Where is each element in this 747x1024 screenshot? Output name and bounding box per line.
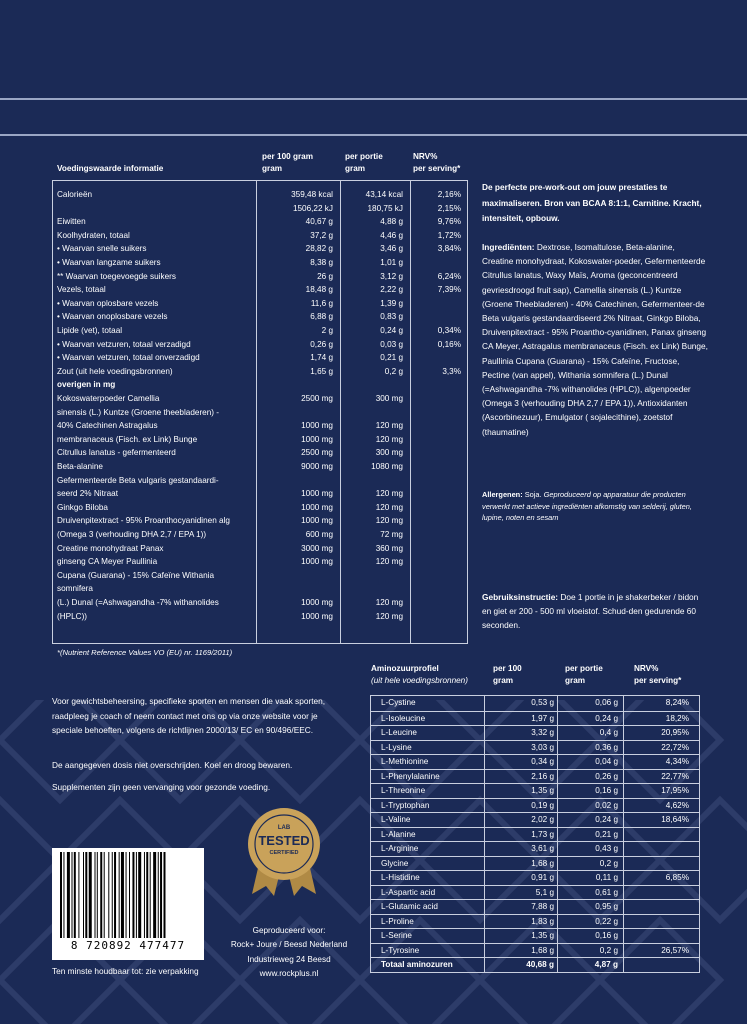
nutrition-row-portion: 300 mg (375, 394, 403, 403)
amino-row-label: Totaal aminozuren (381, 960, 453, 969)
nutrition-row-per100: 26 g (317, 271, 333, 281)
amino-row-portion: 0,16 g (595, 786, 618, 795)
amino-row-label: L-Valine (381, 815, 411, 824)
nutrition-row-per100: 8,38 g (310, 258, 333, 267)
barcode-bar (119, 852, 120, 938)
amino-row-per100: 1,83 g (531, 916, 554, 926)
amino-row-nrv: 4,34% (665, 757, 689, 766)
nutrition-row-portion: 0,2 g (384, 366, 403, 376)
nutrition-row-label: Creatine monohydraat Panax (57, 543, 164, 553)
nutrition-row-per100: 28,82 g (305, 244, 333, 254)
nutrition-row-per100: 1000 mg (301, 598, 333, 607)
expiry-text: Ten minste houdbaar tot: zie verpakking (52, 966, 199, 976)
barcode-bar (74, 852, 76, 938)
nutrition-row-label: ** Waarvan toegevoegde suikers (57, 271, 176, 281)
amino-row-label: L-Histidine (381, 873, 420, 882)
barcode-bar (108, 852, 109, 938)
nutrition-row-per100: 3000 mg (301, 543, 333, 553)
barcode-bar (153, 852, 156, 938)
amino-header-nrv: NRV% per serving* (634, 664, 682, 686)
nutrition-row-label: Calorieën (57, 190, 93, 199)
nutrition-row-portion: 72 mg (380, 530, 403, 539)
nutrition-row-per100: 1000 mg (301, 611, 333, 621)
amino-row-nrv: 17,95% (661, 786, 689, 795)
nutrition-row-label: 40% Catechinen Astragalus (57, 421, 158, 431)
nutrition-row-nrv: 2,15% (437, 203, 461, 213)
website-link[interactable]: www.rockplus.nl (259, 969, 319, 979)
barcode-bar (100, 852, 102, 938)
amino-row-per100: 3,61 g (531, 844, 554, 853)
nutrition-row-portion: 1080 mg (371, 462, 403, 471)
amino-header-portion: per portie gram (565, 664, 603, 686)
nutrition-row-per100: 6,88 g (310, 312, 333, 322)
nutrition-row-nrv: 6,24% (437, 271, 461, 281)
nutrition-row-portion: 120 mg (375, 421, 403, 431)
nutrition-row-label: Citrullus lanatus - gefermenteerd (57, 448, 176, 458)
amino-row-label: Glycine (381, 858, 409, 868)
nutrition-row-portion: 120 mg (375, 502, 403, 512)
amino-row-label: L-Aspartic acid (381, 887, 436, 897)
lab-tested-badge (244, 806, 324, 898)
amino-row (371, 856, 699, 872)
amino-row (371, 754, 699, 770)
nutrition-row-portion: 0,21 g (380, 353, 403, 363)
nutrition-row-label: somnifera (57, 584, 93, 594)
nutrition-row-per100: 1000 mg (301, 434, 333, 444)
barcode-bar (126, 852, 127, 938)
nutrition-row-label: Lipide (vet), totaal (57, 326, 123, 335)
nutrition-row-label: overigen in mg (57, 380, 116, 390)
amino-row-label: L-Phenylalanine (381, 771, 440, 781)
barcode-bar (150, 852, 151, 938)
amino-row-per100: 1,35 g (531, 786, 554, 795)
nutrition-row-per100: 1000 mg (301, 489, 333, 499)
nutrition-header-nrv: NRV% per serving* (413, 152, 461, 174)
amino-row-nrv: 22,77% (661, 771, 689, 781)
amino-row-per100: 40,68 g (526, 960, 554, 969)
barcode-bar (114, 852, 116, 938)
barcode-bar (89, 852, 92, 938)
barcode-bar (83, 852, 84, 938)
amino-row-nrv: 18,64% (661, 815, 689, 824)
amino-row-per100: 3,03 g (531, 742, 554, 752)
amino-row-label: L-Isoleucine (381, 713, 426, 723)
nutrition-row-per100: 2500 mg (301, 394, 333, 403)
nutrition-row-label: Vezels, totaal (57, 285, 106, 295)
nutrition-row-portion: 2,22 g (380, 285, 403, 295)
nutrition-row-per100: 0,26 g (310, 339, 333, 349)
barcode-bar (112, 852, 113, 938)
nutrition-row-portion: 1,01 g (380, 258, 403, 267)
nutrition-row-label: sinensis (L.) Kuntze (Groene theebladeren) - (57, 407, 220, 417)
nutrition-row-label: • Waarvan oplosbare vezels (57, 298, 159, 308)
info-paragraph-3: Supplementen zijn geen vervanging voor gezonde voeding. (52, 782, 271, 792)
amino-row-label: L-Tyrosine (381, 945, 420, 955)
nutrition-row-portion: 0,24 g (380, 326, 403, 335)
amino-header-per100: per 100 gram (493, 664, 522, 686)
amino-header-label: Aminozuurprofiel (uit hele voedingsbronnen) (371, 664, 468, 685)
amino-row-per100: 1,97 g (531, 713, 554, 723)
nutrition-row-label: • Waarvan langzame suikers (57, 258, 161, 267)
badge-main-text: TESTED (258, 833, 310, 848)
nutrition-row-nrv: 0,34% (437, 326, 461, 335)
barcode-bar (97, 852, 98, 938)
nutrition-row-per100: 1000 mg (301, 421, 333, 431)
barcode-bar (72, 852, 73, 938)
amino-row-per100: 3,32 g (531, 728, 554, 737)
nutrition-row-portion: 180,75 kJ (367, 203, 403, 213)
ingredients-text: Ingrediënten: Dextrose, Isomaltulose, Beta-alanine, Creatine monohydraat, Kokoswater-poeder, Gefermenteerde Citrullus lanatus, Waxy Maïs, Aroma (geconcentreerd gevriesdroogd fruit sap), Camellia sinensis (L.) Kuntze (Groene Theebladeren) - 40% Catechinen, Gefermenteer-de Beta vulgaris gestandaardiseerd 2% Nitraat, Ginkgo Biloba, Druivenpitextract - 95% Proantho-cyanidinen, Panax ginseng CA Meyer, Astragalus membranaceus (Fisch. ex Link) Bunge, Paullinia Cupana (Guarana) - 15% Cafeïne, Fructose, Pectine (van appel), Withania somnifera (L.) Dunal (=Ashwagandha -7% withanolides (HPLC)), algenpoeder (Omega 3 (verhouding DHA 2,7 / EPA 1)), Antioxidanten (Ascorbinezuur), Emulgator ( sojalecithine), zoetstof (thaumatine) (482, 242, 708, 437)
barcode-bar (132, 852, 134, 938)
nutrition-row-portion: 4,88 g (380, 217, 403, 227)
amino-row-per100: 0,19 g (531, 800, 554, 810)
amino-row (371, 957, 699, 973)
barcode-bar (146, 852, 148, 938)
second-rule (0, 134, 747, 136)
nutrition-row-nrv: 2,16% (437, 190, 461, 199)
nutrition-row-per100: 1,65 g (310, 366, 333, 376)
nutrition-row-portion: 120 mg (375, 557, 403, 567)
amino-row-portion: 0,2 g (599, 945, 618, 955)
amino-row-per100: 2,02 g (531, 815, 554, 824)
amino-table (370, 695, 700, 973)
amino-row-per100: 7,88 g (531, 902, 554, 911)
amino-row (371, 827, 699, 843)
nutrition-header-portion: per portie gram (345, 152, 383, 174)
nutrition-row-nrv: 3,3% (442, 366, 461, 376)
nutrition-row-portion: 0,83 g (380, 312, 403, 322)
nutrition-row-label: Eiwitten (57, 217, 86, 227)
amino-row-portion: 0,36 g (595, 742, 618, 752)
barcode-bar (144, 852, 145, 938)
amino-row (371, 812, 699, 828)
barcode-bar (138, 852, 141, 938)
top-rule (0, 98, 747, 100)
allergens-text: Allergenen: Soja. Geproduceerd op apparatuur die producten verwerkt met actieve ingrediënten afkomstig van selderij, gluten, lupine, noten en sesam (482, 490, 692, 522)
amino-row-label: L-Lysine (381, 742, 412, 752)
amino-row (371, 870, 699, 886)
nutrition-row-portion: 120 mg (375, 489, 403, 499)
barcode (52, 848, 204, 960)
amino-row (371, 725, 699, 741)
nutrition-row-label: membranaceus (Fisch. ex Link) Bunge (57, 434, 198, 444)
amino-row (371, 783, 699, 799)
amino-row-portion: 0,04 g (595, 757, 618, 766)
nutrition-row-per100: 600 mg (305, 530, 333, 539)
amino-row-per100: 0,91 g (531, 873, 554, 882)
nutrition-row-portion: 0,03 g (380, 339, 403, 349)
amino-row-per100: 1,68 g (531, 945, 554, 955)
amino-row (371, 740, 699, 756)
barcode-bar (95, 852, 96, 938)
nutrition-row-label: Koolhydraten, totaal (57, 230, 130, 240)
amino-row-nrv: 6,85% (665, 873, 689, 882)
nutrition-row-label: • Waarvan vetzuren, totaal verzadigd (57, 339, 191, 349)
amino-row-label: L-Proline (381, 916, 414, 926)
amino-row-label: L-Serine (381, 931, 412, 940)
nutrition-row-portion: 300 mg (375, 448, 403, 458)
amino-row-portion: 0,61 g (595, 887, 618, 897)
amino-row (371, 711, 699, 727)
amino-row-portion: 0,4 g (599, 728, 618, 737)
nutrition-row-nrv: 0,16% (437, 339, 461, 349)
nutrition-row-label: Cupana (Guarana) - 15% Cafeïne Withania (57, 570, 215, 580)
nutrition-row-per100: 18,48 g (305, 285, 333, 295)
nutrition-header-label: Voedingswaarde informatie (57, 164, 164, 173)
nutrition-row-per100: 9000 mg (301, 462, 333, 471)
amino-row-label: L-Methionine (381, 757, 429, 766)
amino-row-portion: 0,11 g (595, 873, 618, 882)
barcode-bar (63, 852, 64, 938)
barcode-bars (52, 852, 204, 948)
amino-row-nrv: 22,72% (661, 742, 689, 752)
amino-row-per100: 0,53 g (531, 698, 554, 707)
amino-row (371, 841, 699, 857)
amino-row-portion: 0,43 g (595, 844, 618, 853)
nutrition-row-portion: 43,14 kcal (365, 190, 403, 199)
nutrition-row-label: • Waarvan snelle suikers (57, 244, 147, 254)
nutrition-row-per100: 11,6 g (310, 298, 333, 308)
nutrition-row-per100: 2 g (321, 326, 333, 335)
nutrition-row-label: ginseng CA Meyer Paullinia (57, 557, 158, 567)
amino-row-per100: 1,68 g (531, 858, 554, 868)
amino-row (371, 914, 699, 930)
amino-row-portion: 0,24 g (595, 815, 618, 824)
amino-row-nrv: 26,57% (661, 945, 689, 955)
nutrition-row-label: Zout (uit hele voedingsbronnen) (57, 366, 173, 376)
nutrition-row-label: Gefermenteerde Beta vulgaris gestandaardi- (57, 475, 219, 485)
barcode-number: 8 720892 477477 (70, 939, 186, 952)
nutrition-row-label: • Waarvan onoplosbare vezels (57, 312, 168, 322)
amino-row-portion: 0,2 g (599, 858, 618, 868)
nutrition-row-per100: 359,48 kcal (291, 190, 333, 199)
nutrition-row-portion: 360 mg (375, 543, 403, 553)
amino-row-label: L-Alanine (381, 829, 416, 839)
amino-row-portion: 0,02 g (595, 800, 618, 810)
amino-row-portion: 0,26 g (595, 771, 618, 781)
nutrition-row-label: (Omega 3 (verhouding DHA 2,7 / EPA 1)) (57, 530, 207, 539)
usage-text: Gebruiksinstructie: Doe 1 portie in je shakerbeker / bidon en giet er 200 - 500 ml vloeistof. Schud-den gedurende 60 seconden. (482, 592, 699, 631)
nutrition-footnote: *(Nutrient Reference Values VO (EU) nr. 1169/2011) (57, 648, 233, 657)
amino-row (371, 899, 699, 915)
barcode-bar (158, 852, 159, 938)
amino-row-portion: 0,24 g (595, 713, 618, 723)
amino-row-nrv: 4,62% (665, 800, 689, 810)
info-paragraph-2: De aangegeven dosis niet overschrijden. Koel en droog bewaren. (52, 760, 293, 770)
nutrition-row-nrv: 1,72% (437, 230, 461, 240)
amino-row-portion: 0,22 g (595, 916, 618, 926)
amino-row (371, 928, 699, 944)
barcode-bar (160, 852, 162, 938)
nutrition-row-per100: 1506,22 kJ (292, 203, 333, 213)
amino-row-portion: 0,16 g (595, 931, 618, 940)
amino-row-per100: 5,1 g (535, 887, 554, 897)
nutrition-row-label: (L.) Dunal (=Ashwagandha -7% withanolides (57, 598, 219, 607)
nutrition-row-portion: 120 mg (375, 611, 403, 621)
barcode-bar (136, 852, 137, 938)
nutrition-row-label: Druivenpitextract - 95% Proanthocyanidinen alg (57, 516, 230, 526)
amino-row-per100: 0,34 g (531, 757, 554, 766)
nutrition-header-per100: per 100 gram gram (262, 152, 313, 174)
nutrition-row-label: Kokoswaterpoeder Camellia (57, 394, 160, 403)
product-intro: De perfecte pre-work-out om jouw prestaties te maximaliseren. Bron van BCAA 8:1:1, Carnitine. Kracht, intensiteit, opbouw. (482, 182, 702, 223)
nutrition-row-nrv: 3,84% (437, 244, 461, 254)
amino-row (371, 798, 699, 814)
amino-row-label: L-Cystine (381, 698, 416, 707)
nutrition-row-portion: 3,46 g (380, 244, 403, 254)
nutrition-row-per100: 1000 mg (301, 502, 333, 512)
nutrition-row-nrv: 7,39% (437, 285, 461, 295)
nutrition-row-portion: 4,46 g (380, 230, 403, 240)
barcode-bar (60, 852, 62, 938)
amino-row-label: L-Arginine (381, 844, 419, 853)
info-paragraph-1: Voor gewichtsbeheersing, specifieke sporten en mensen die vaak sporten, raadpleeg je coach of neem contact met ons op via onze website voor je speciale behoeften, volgens de richtlijnen 2000/13/ EC en 90/496/EEC. (52, 696, 326, 736)
nutrition-row-per100: 1,74 g (310, 353, 333, 363)
amino-row-portion: 0,95 g (595, 902, 618, 911)
badge-top-text: LAB (277, 825, 291, 831)
nutrition-row-nrv: 9,76% (437, 217, 461, 227)
badge-bottom-text: CERTIFIED (269, 850, 299, 856)
amino-row-label: L-Leucine (381, 728, 417, 737)
nutrition-row-portion: 1,39 g (380, 298, 403, 308)
amino-row (371, 769, 699, 785)
nutrition-row-per100: 1000 mg (301, 557, 333, 567)
amino-row-nrv: 8,24% (665, 698, 689, 707)
amino-row-portion: 0,06 g (595, 698, 618, 707)
barcode-bar (164, 852, 166, 938)
amino-row (371, 943, 699, 959)
amino-row-per100: 2,16 g (531, 771, 554, 781)
nutrition-row-label: • Waarvan vetzuren, totaal onverzadigd (57, 353, 200, 363)
nutrition-row-per100: 40,67 g (305, 217, 333, 227)
nutrition-row-label: Ginkgo Biloba (57, 502, 108, 512)
amino-row-per100: 1,35 g (531, 931, 554, 940)
nutrition-row-portion: 120 mg (375, 598, 403, 607)
barcode-bar (104, 852, 105, 938)
nutrition-row-per100: 1000 mg (301, 516, 333, 526)
amino-row-label: L-Glutamic acid (381, 902, 438, 911)
nutrition-row-portion: 3,12 g (380, 271, 403, 281)
nutrition-row-label: (HPLC)) (57, 611, 88, 621)
amino-row (371, 885, 699, 901)
amino-row-label: L-Threonine (381, 786, 426, 795)
amino-row-nrv: 18,2% (665, 713, 689, 723)
nutrition-row-portion: 120 mg (375, 516, 403, 526)
nutrition-row-label: seerd 2% Nitraat (57, 489, 118, 499)
amino-row-label: L-Tryptophan (381, 800, 430, 810)
amino-row-portion: 0,21 g (595, 829, 618, 839)
nutrition-row-label: Beta-alanine (57, 462, 103, 471)
barcode-bar (78, 852, 79, 938)
nutrition-row-per100: 37,2 g (310, 230, 333, 240)
amino-row-per100: 1,73 g (531, 829, 554, 839)
nutrition-row-portion: 120 mg (375, 434, 403, 444)
amino-row-nrv: 20,95% (661, 728, 689, 737)
barcode-bar (85, 852, 87, 938)
nutrition-row-per100: 2500 mg (301, 448, 333, 458)
barcode-bar (121, 852, 124, 938)
barcode-bar (129, 852, 130, 938)
barcode-bar (67, 852, 70, 938)
amino-row (371, 696, 699, 711)
amino-row-portion: 4,87 g (594, 960, 618, 969)
nutrition-table (52, 180, 468, 644)
producer-info: Geproduceerd voor: Rock+ Joure / Beesd Nederland Industrieweg 24 Beesd www.rockplus.nl (224, 924, 354, 982)
